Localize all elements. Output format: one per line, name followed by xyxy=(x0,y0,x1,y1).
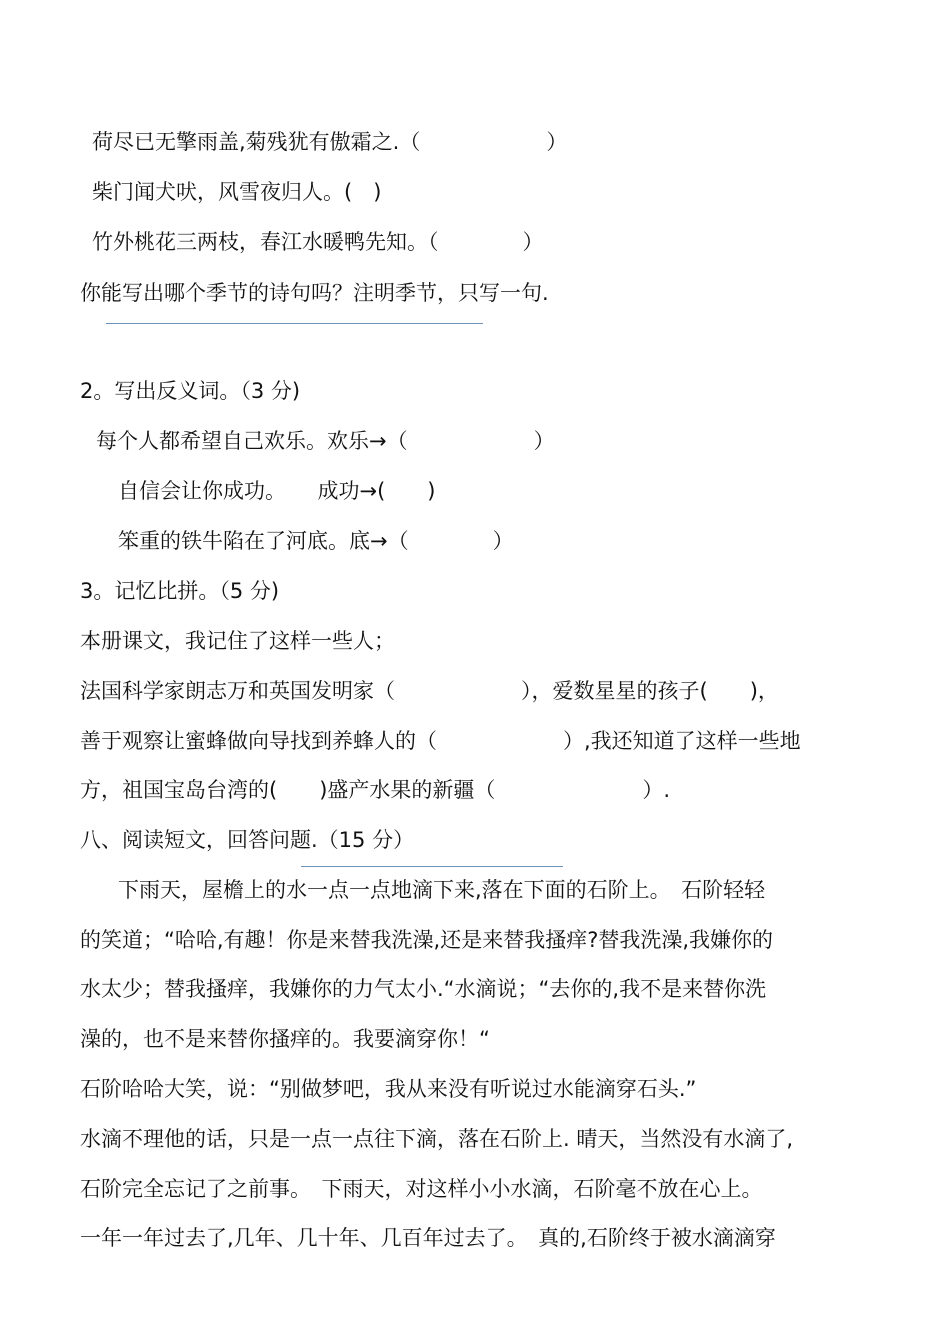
section-8-underline xyxy=(301,866,563,867)
season-poem-prompt: 你能写出哪个季节的诗句吗？注明季节，只写一句. xyxy=(80,281,549,305)
passage-line-3: 水太少；替我搔痒，我嫌你的力气太小.“水滴说；“去你的,我不是来替你洗 xyxy=(80,977,767,1001)
antonym-item-2: 自信会让你成功。 成功→( ) xyxy=(118,479,436,503)
passage-line-6: 水滴不理他的话，只是一点一点往下滴，落在石阶上. 晴天，当然没有水滴了, xyxy=(80,1127,794,1151)
passage-line-7: 石阶完全忘记了之前事。 下雨天，对这样小小水滴，石阶毫不放在心上。 xyxy=(80,1177,763,1201)
section-8-title: 八、阅读短文，回答问题.（15 分） xyxy=(80,828,415,852)
antonym-item-3: 笨重的铁牛陷在了河底。底→（ ） xyxy=(118,529,514,553)
poem-line-1: 荷尽已无擎雨盖,菊残犹有傲霜之.（ ） xyxy=(92,130,568,154)
passage-line-5: 石阶哈哈大笑，说：“别做梦吧，我从来没有听说过水能滴穿石头.” xyxy=(80,1077,697,1101)
memory-line-2: 法国科学家朗志万和英国发明家（ ），爱数星星的孩子( )， xyxy=(80,679,779,703)
question-2-title: 2。写出反义词。（3 分) xyxy=(80,379,301,403)
answer-line xyxy=(106,323,483,324)
memory-line-1: 本册课文，我记住了这样一些人； xyxy=(80,629,395,653)
passage-line-1: 下雨天，屋檐上的水一点一点地滴下来,落在下面的石阶上。 石阶轻轻 xyxy=(118,878,766,902)
passage-line-2: 的笑道；“哈哈,有趣！你是来替我洗澡,还是来替我搔痒?替我洗澡,我嫌你的 xyxy=(80,928,774,952)
antonym-item-1: 每个人都希望自己欢乐。欢乐→（ ） xyxy=(96,429,555,453)
memory-line-3: 善于观察让蜜蜂做向导找到养蜂人的（ ）,我还知道了这样一些地 xyxy=(80,729,801,753)
passage-line-4: 澡的，也不是来替你搔痒的。我要滴穿你！“ xyxy=(80,1027,490,1051)
memory-line-4: 方，祖国宝岛台湾的( )盛产水果的新疆（ ）. xyxy=(80,778,671,802)
passage-line-8: 一年一年过去了,几年、几十年、几百年过去了。 真的,石阶终于被水滴滴穿 xyxy=(80,1226,776,1250)
question-3-title: 3。记忆比拼。（5 分) xyxy=(80,579,280,603)
poem-line-2: 柴门闻犬吠，风雪夜归人。( ) xyxy=(92,180,382,204)
poem-line-3: 竹外桃花三两枝，春江水暖鸭先知。（ ） xyxy=(92,230,544,254)
